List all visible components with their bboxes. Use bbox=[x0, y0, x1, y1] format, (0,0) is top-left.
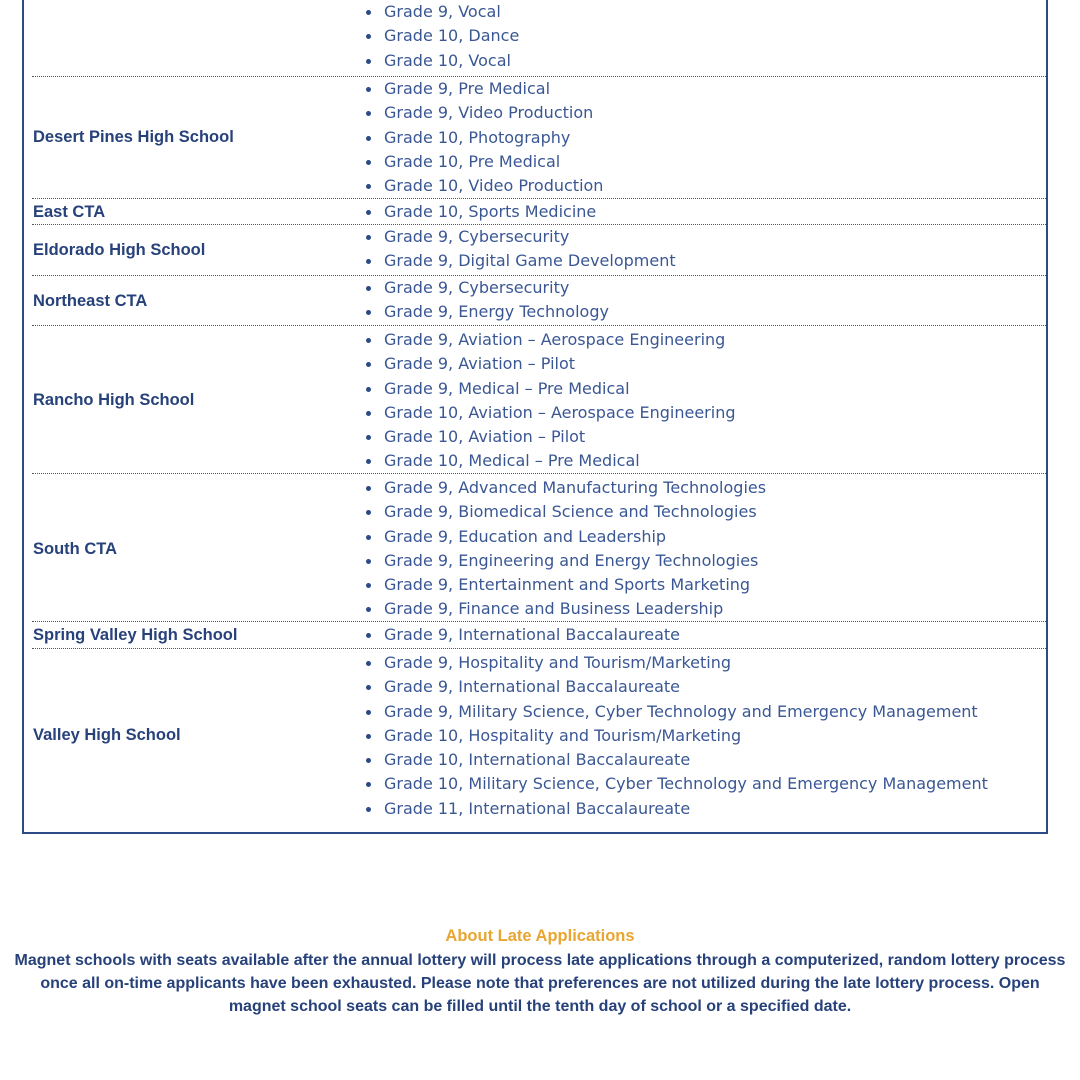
table-row bbox=[32, 473, 1046, 622]
list-item: Grade 9, Cybersecurity bbox=[366, 276, 609, 300]
program-list bbox=[366, 623, 680, 647]
list-item: Grade 9, Energy Technology bbox=[366, 300, 609, 324]
list-item: Grade 9, Entertainment and Sports Marketing bbox=[366, 573, 766, 597]
list-item: Grade 9, Hospitality and Tourism/Marketing bbox=[366, 651, 988, 675]
list-item: Grade 10, Pre Medical bbox=[366, 150, 603, 174]
list-item: Grade 9, Video Production bbox=[366, 101, 603, 125]
list-item: Grade 9, Military Science, Cyber Technology and Emergency Management bbox=[366, 700, 988, 724]
list-item: Grade 9, Cybersecurity bbox=[366, 225, 676, 249]
list-item: Grade 10, Hospitality and Tourism/Marketing bbox=[366, 724, 988, 748]
list-item: Grade 9, Medical – Pre Medical bbox=[366, 377, 736, 401]
list-item: Grade 9, Engineering and Energy Technologies bbox=[366, 549, 766, 573]
school-name: Rancho High School bbox=[33, 391, 195, 409]
list-item: Grade 9, International Baccalaureate bbox=[366, 675, 988, 699]
school-name: South CTA bbox=[33, 540, 118, 558]
program-list bbox=[366, 0, 519, 73]
table-row bbox=[32, 275, 1046, 326]
list-item: Grade 9, Advanced Manufacturing Technologies bbox=[366, 476, 766, 500]
table-row bbox=[32, 224, 1046, 276]
list-item: Grade 10, International Baccalaureate bbox=[366, 748, 988, 772]
about-late-applications-heading: About Late Applications bbox=[445, 927, 635, 945]
school-name: East CTA bbox=[33, 203, 106, 221]
list-item: Grade 9, Finance and Business Leadership bbox=[366, 597, 766, 621]
table-row bbox=[32, 648, 1046, 833]
program-list bbox=[366, 651, 988, 821]
list-item: Grade 10, Aviation – Aerospace Engineering bbox=[366, 401, 736, 425]
list-item: Grade 10, Military Science, Cyber Technology and Emergency Management bbox=[366, 772, 988, 796]
table-row bbox=[32, 325, 1046, 474]
list-item: Grade 10, Photography bbox=[366, 126, 603, 150]
program-list bbox=[366, 276, 609, 325]
list-item: Grade 9, International Baccalaureate bbox=[366, 623, 680, 647]
magnet-programs-table bbox=[22, 0, 1048, 834]
list-item: Grade 10, Medical – Pre Medical bbox=[366, 449, 736, 473]
school-name: Desert Pines High School bbox=[33, 128, 234, 146]
about-late-applications-text: Magnet schools with seats available after the annual lottery will process late applications through a computerized, random lottery process once all on-time applicants have been exhausted. Please note that preferences are not utilized during the late lottery process. Open magnet school seats can be filled until the tenth day of school or a specified date. bbox=[14, 952, 1066, 1015]
list-item: Grade 10, Dance bbox=[366, 24, 519, 48]
list-item: Grade 10, Vocal bbox=[366, 49, 519, 73]
list-item: Grade 9, Pre Medical bbox=[366, 77, 603, 101]
list-item: Grade 11, International Baccalaureate bbox=[366, 797, 988, 821]
list-item: Grade 9, Aviation – Pilot bbox=[366, 352, 736, 376]
table-row bbox=[32, 76, 1046, 199]
list-item: Grade 10, Video Production bbox=[366, 174, 603, 198]
school-name: Eldorado High School bbox=[33, 241, 206, 259]
table-row bbox=[32, 198, 1046, 225]
list-item: Grade 10, Sports Medicine bbox=[366, 200, 596, 224]
school-name: Spring Valley High School bbox=[33, 626, 238, 644]
list-item: Grade 9, Vocal bbox=[366, 0, 519, 24]
list-item: Grade 9, Aviation – Aerospace Engineering bbox=[366, 328, 736, 352]
program-list bbox=[366, 328, 736, 474]
program-list bbox=[366, 77, 603, 198]
list-item: Grade 9, Digital Game Development bbox=[366, 249, 676, 273]
school-name: Northeast CTA bbox=[33, 292, 148, 310]
program-list bbox=[366, 200, 596, 224]
list-item: Grade 9, Education and Leadership bbox=[366, 525, 766, 549]
school-name: Valley High School bbox=[33, 726, 181, 744]
list-item: Grade 10, Aviation – Pilot bbox=[366, 425, 736, 449]
table-row bbox=[32, 621, 1046, 649]
program-list bbox=[366, 225, 676, 274]
table-row bbox=[32, 0, 1046, 76]
list-item: Grade 9, Biomedical Science and Technologies bbox=[366, 500, 766, 524]
program-list bbox=[366, 476, 766, 622]
